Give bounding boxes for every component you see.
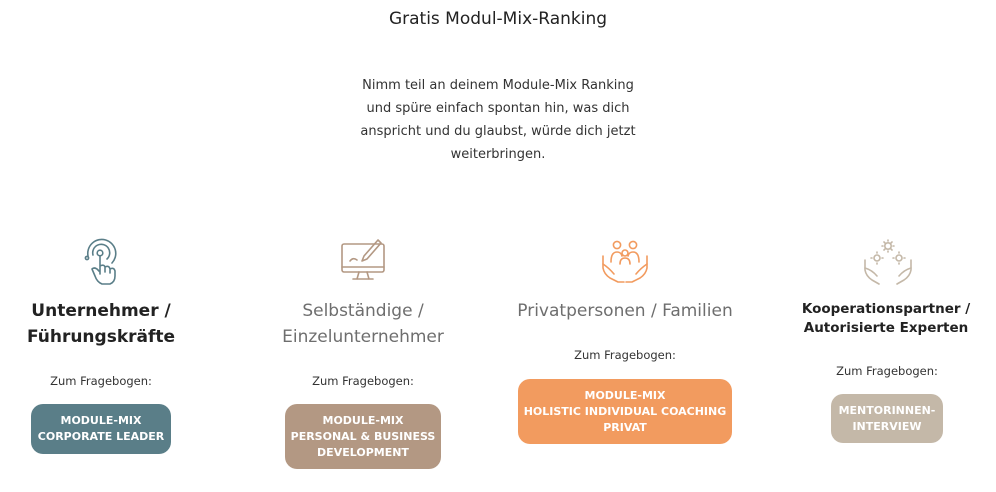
questionnaire-label: Zum Fragebogen:: [836, 364, 938, 378]
intro-text: Nimm teil an deinem Module-Mix Ranking und spüre einfach spontan hin, was dich anspricht und du glaubst, würde dich jetzt weiterbringen.: [360, 78, 636, 162]
personal-business-button[interactable]: MODULE-MIX PERSONAL & BUSINESS DEVELOPMENT: [285, 404, 441, 469]
heading-line: Privatpersonen / Familien: [517, 301, 733, 321]
holistic-coaching-button[interactable]: MODULE-MIX HOLISTIC INDIVIDUAL COACHING PRIVAT: [518, 379, 732, 444]
heading-entrepreneurs: [18, 298, 184, 350]
touch-target-icon: [82, 236, 122, 286]
heading-freelancers: [268, 298, 458, 350]
questionnaire-label: Zum Fragebogen:: [50, 374, 152, 388]
heading-line: Führungskräfte: [26, 327, 176, 347]
heading-line: Kooperationspartner /: [801, 301, 971, 317]
corporate-leader-button[interactable]: MODULE-MIX CORPORATE LEADER: [31, 404, 171, 454]
hands-family-icon: [600, 238, 650, 286]
heading-partners: [786, 300, 986, 338]
heading-line: Autorisierte Experten: [803, 320, 969, 336]
heading-line: Unternehmer /: [31, 301, 171, 321]
heading-private: [505, 298, 745, 324]
questionnaire-label: Zum Fragebogen:: [312, 374, 414, 388]
heading-line: Einzelunternehmer: [282, 327, 444, 347]
monitor-paintbrush-icon: [340, 238, 386, 282]
mentorinnen-interview-button[interactable]: MENTORINNEN- INTERVIEW: [831, 394, 943, 443]
questionnaire-label: Zum Fragebogen:: [574, 348, 676, 362]
heading-line: Selbständige /: [302, 301, 424, 321]
hands-gears-icon: [862, 238, 914, 286]
page-title: Gratis Modul-Mix-Ranking: [388, 9, 608, 29]
